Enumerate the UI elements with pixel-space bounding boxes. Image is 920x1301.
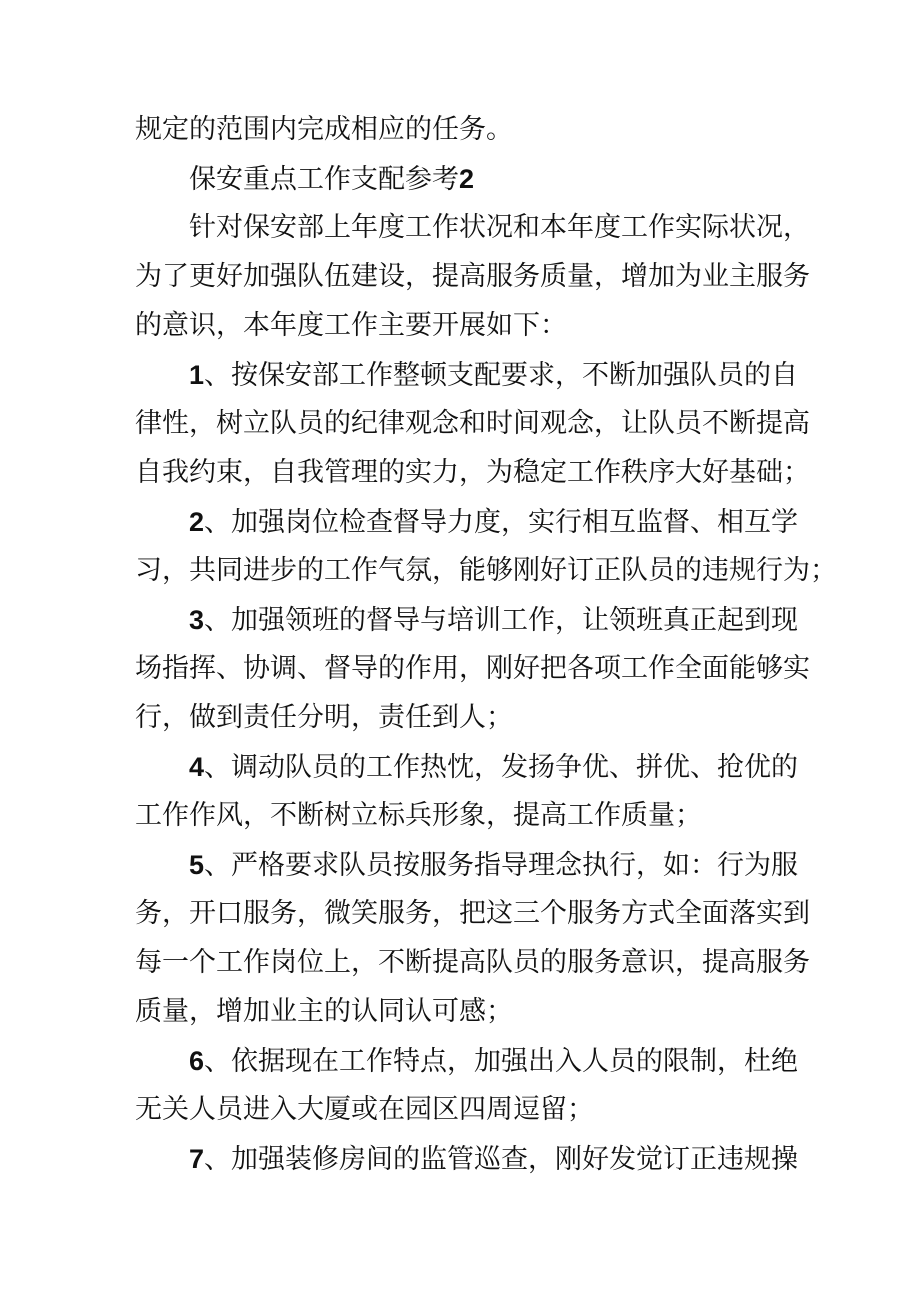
text-line: 工作作风，不断树立标兵形象，提高工作质量； <box>135 800 702 831</box>
item-number: 5 <box>189 850 205 880</box>
text-line: 行，做到责任分明，责任到人； <box>135 702 513 733</box>
list-item-2: 2、加强岗位检查督导力度，实行相互监督、相互学 <box>189 507 799 538</box>
item-number: 1 <box>189 360 205 390</box>
list-item-6: 6、依据现在工作特点，加强出入人员的限制，杜绝 <box>189 1046 799 1077</box>
item-number: 3 <box>189 605 205 635</box>
text-line: 习，共同进步的工作气氛，能够刚好订正队员的违规行为； <box>135 555 837 586</box>
text-line: 为了更好加强队伍建设，提高服务质量，增加为业主服务 <box>135 261 810 292</box>
list-item-5: 5、严格要求队员按服务指导理念执行，如：行为服 <box>189 850 799 881</box>
text-line: 律性，树立队员的纪律观念和时间观念，让队员不断提高 <box>135 408 810 439</box>
text-line: 规定的范围内完成相应的任务。 <box>135 114 513 145</box>
item-number: 7 <box>189 1144 205 1174</box>
text-line: 务，开口服务，微笑服务，把这三个服务方式全面落实到 <box>135 898 810 929</box>
text-line: 无关人员进入大厦或在园区四周逗留； <box>135 1094 594 1125</box>
list-item-4: 4、调动队员的工作热忱，发扬争优、拼优、抢优的 <box>189 752 799 783</box>
item-number: 6 <box>189 1046 205 1076</box>
text-line: 针对保安部上年度工作状况和本年度工作实际状况， <box>189 212 810 243</box>
item-number: 4 <box>189 752 205 782</box>
list-item-1: 1、按保安部工作整顿支配要求，不断加强队员的自 <box>189 360 799 391</box>
text-line: 自我约束，自我管理的实力，为稳定工作秩序大好基础； <box>135 457 810 488</box>
section-heading: 保安重点工作支配参考2 <box>189 164 475 195</box>
section-number: 2 <box>459 164 475 194</box>
text-line: 场指挥、协调、督导的作用，刚好把各项工作全面能够实 <box>135 653 810 684</box>
text-line: 质量，增加业主的认同认可感； <box>135 996 513 1027</box>
item-number: 2 <box>189 507 205 537</box>
text-line: 的意识，本年度工作主要开展如下： <box>135 310 567 341</box>
list-item-3: 3、加强领班的督导与培训工作，让领班真正起到现 <box>189 605 799 636</box>
text-line: 每一个工作岗位上，不断提高队员的服务意识，提高服务 <box>135 947 810 978</box>
list-item-7: 7、加强装修房间的监管巡查，刚好发觉订正违规操 <box>189 1144 799 1175</box>
